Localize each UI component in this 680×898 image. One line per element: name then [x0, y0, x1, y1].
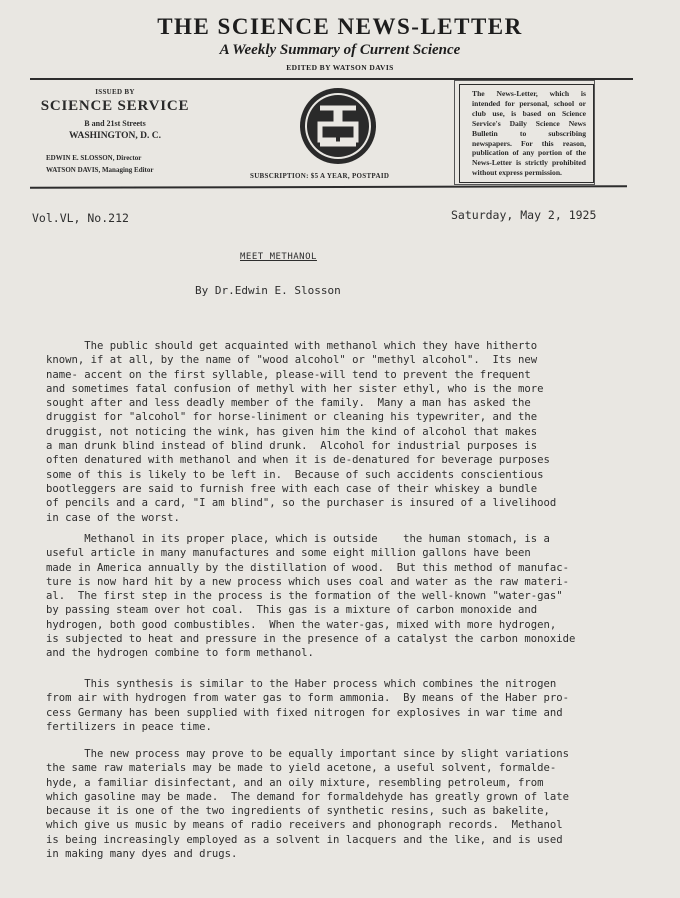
article-headline: MEET METHANOL	[240, 252, 317, 262]
article-paragraph: The new process may prove to be equally important since by slight variations the same raw materials may be made to yield acetone, a useful solvent, formalde- hyde, a familiar disinfectant, and an oily mixture, resembling petroleum, from which gasoline may be made. The demand for formaldehyde has greatly grown of late because it is one of the two ingredients of synthetic resins, such as bakelite, which give us music by means of radio receivers and phonograph records. Methanol is being increasingly employed as a solvent in lacquers and the like, and is used in making many dyes and drugs.	[46, 748, 569, 861]
director-line: EDWIN E. SLOSSON, Director	[46, 154, 142, 162]
subscription-line: SUBSCRIPTION: $5 A YEAR, POSTPAID	[250, 172, 390, 180]
article-byline: By Dr.Edwin E. Slosson	[195, 284, 341, 297]
masthead-subtitle: A Weekly Summary of Current Science	[219, 42, 461, 58]
managing-editor-line: WATSON DAVIS, Managing Editor	[46, 166, 154, 174]
article-paragraph: This synthesis is similar to the Haber process which combines the nitrogen from air with hydrogen from water gas to form ammonia. By means of the Haber pro- cess Germany has been supplied with fixed nitrogen for explosives in war time and fertilizers in peace time.	[46, 678, 569, 733]
volume-number: Vol.VL, No.212	[32, 211, 129, 225]
issued-by-label: ISSUED BY	[95, 88, 135, 96]
header-rule-bottom	[30, 185, 627, 189]
masthead-editor-line: EDITED BY WATSON DAVIS	[286, 63, 394, 72]
issue-date: Saturday, May 2, 1925	[451, 208, 597, 222]
publisher-name: SCIENCE SERVICE	[40, 98, 190, 114]
masthead-title: THE SCIENCE NEWS-LETTER	[157, 14, 523, 39]
article-paragraph: The public should get acquainted with methanol which they have hitherto known, if at all, by the name of "wood alcohol" or "methyl alcohol". Its new name- accent on the first syllable, please-will tend to prevent the frequent and sometimes fatal confusion of methyl with her sister ethyl, who is the more sought after and less deadly member of the family. Many a man has asked the druggist for "alcohol" for horse-liniment or cleaning his typewriter, and the druggist, not noticing the wink, has given him the kind of alcohol that makes a man drunk blind instead of blind drunk. Alcohol for industrial purposes is often denatured with methanol and when it is de-denatured for beverage purposes some of this is likely to be left in. Because of such accidents conscientious bootleggers are said to furnish free with each case of their whiskey a bundle of pencils and a card, "I am blind", so the purchaser is insured of a livelihood in case of the worst.	[46, 340, 557, 524]
notice-box: The News-Letter, which is intended for personal, school or club use, is based on Science Service's Daily Science News Bulletin to subscribing newspapers. For this reason, publication of any portion of the News-Letter is strictly prohibited without express permission.	[459, 84, 594, 183]
publisher-city: WASHINGTON, D. C.	[69, 131, 161, 141]
publisher-street: B and 21st Streets	[84, 119, 146, 128]
science-service-logo-icon	[298, 86, 378, 166]
article-paragraph: Methanol in its proper place, which is outside the human stomach, is a useful article in many manufactures and some eight million gallons have been made in America annually by the distillation of wood. But this method of manufac- ture is now hard hit by a new process which uses coal and water as the raw materi- al. The first step in the process is the formation of the well-known "water-gas" by passing steam over hot coal. This gas is a mixture of carbon monoxide and hydrogen, both good combustibles. When the water-gas, mixed with more hydrogen, is subjected to heat and pressure in the presence of a catalyst the carbon monoxide and the hydrogen combine to form methanol.	[46, 533, 576, 660]
